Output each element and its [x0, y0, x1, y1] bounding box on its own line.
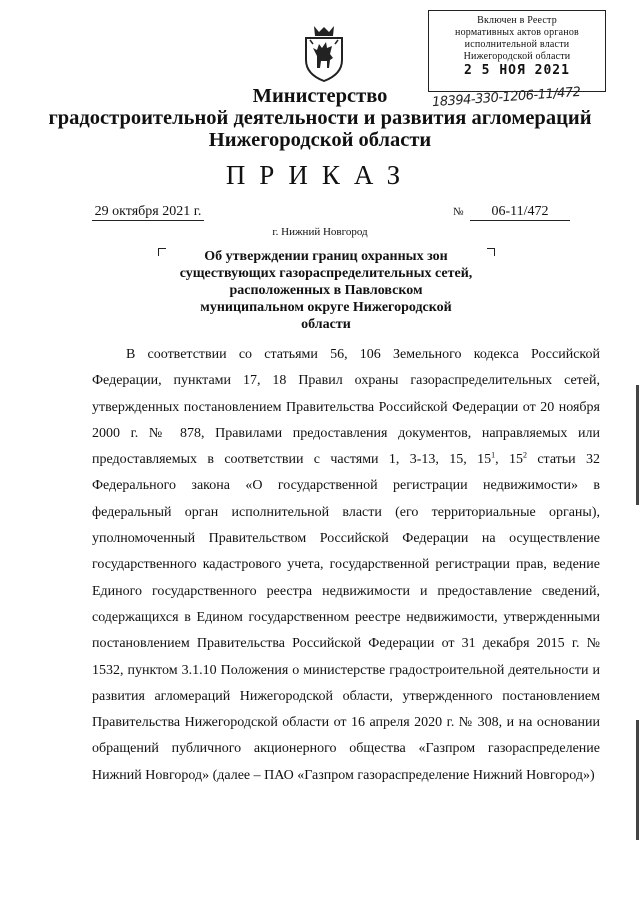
body-text-part-3: статьи 32 Федерального закона «О государственной регистрации недвижимости» в федеральный орган исполнительной власти (его территориальные органы), уполномоченный Правительством Российской Федерации на осуществление государственного кадастрового учета, государственной регистрации прав, ведение Единого государственного реестра недвижимости и предоставление сведений, содержащихся в Едином государственном реестре недвижимости, утвержденными постановлением Правительства Российской Федерации от 31 декабря 2015 г. № 1532, пунктом 3.1.10 Положения о министерстве градостроительной деятельности и развития агломераций Нижегородской области, утвержденного постановлением Правительства Нижегородской области от 16 апреля 2020 г. № 308, и на основании обращений публичного акционерного общества «Газпром газораспределение Нижний Новгород» (далее – ПАО «Газпром газораспределение Нижний Новгород»): [92, 452, 601, 783]
subject-line-3: расположенных в Павловском: [229, 283, 423, 298]
subject-line-2: существующих газораспределительных сетей,: [179, 266, 473, 281]
superscript-2: 2: [522, 450, 527, 460]
order-subject: [165, 248, 487, 333]
subject-corner-right: [487, 248, 495, 256]
superscript-1: 1: [491, 450, 496, 460]
nizhny-novgorod-coat-of-arms-icon: [300, 24, 348, 82]
handwritten-registration-number: 18394-330-1206-11/472: [431, 84, 581, 111]
stamp-line-3: исполнительной власти: [464, 39, 570, 50]
order-date: 29 октября 2021 г.: [92, 204, 204, 221]
body-text-part-2: , 15: [495, 452, 523, 468]
city-name: г. Нижний Новгород: [272, 226, 368, 238]
body-paragraph: [92, 342, 600, 789]
stamp-line-1: Включен в Реестр: [477, 15, 557, 26]
scan-edge-mark: [636, 385, 639, 505]
stamp-date: 2 5 НОЯ 2021: [464, 63, 570, 78]
subject-line-5: области: [301, 317, 351, 332]
order-body: [92, 342, 600, 789]
stamp-line-2: нормативных актов органов: [455, 27, 579, 38]
stamp-line-4: Нижегородской области: [463, 51, 571, 62]
body-text-part-1: В соответствии со статьями 56, 106 Земельного кодекса Российской Федерации, пунктами 17, 18 Правил охраны газораспределительных сетей, утвержденных постановлением Правительства Российской Федерации от 20 ноября 2000 г. № 878, Правилами предоставления документов, направляемых или предоставляемых в соответствии с частями 1, 3-13, 15, 15: [92, 347, 600, 468]
scan-edge-mark: [636, 720, 639, 840]
ministry-name-line-3: Нижегородской области: [208, 129, 432, 151]
subject-line-4: муниципальном округе Нижегородской: [200, 300, 452, 315]
order-number: 06-11/472: [470, 204, 570, 221]
ministry-name-line-1: Министерство: [252, 85, 388, 107]
registry-stamp: [428, 10, 606, 92]
subject-line-1: Об утверждении границ охранных зон: [204, 249, 448, 264]
number-sign: №: [453, 206, 464, 218]
document-type-title: ПРИКАЗ: [225, 160, 415, 190]
ministry-name-line-2: градостроительной деятельности и развития агломераций: [48, 107, 592, 129]
